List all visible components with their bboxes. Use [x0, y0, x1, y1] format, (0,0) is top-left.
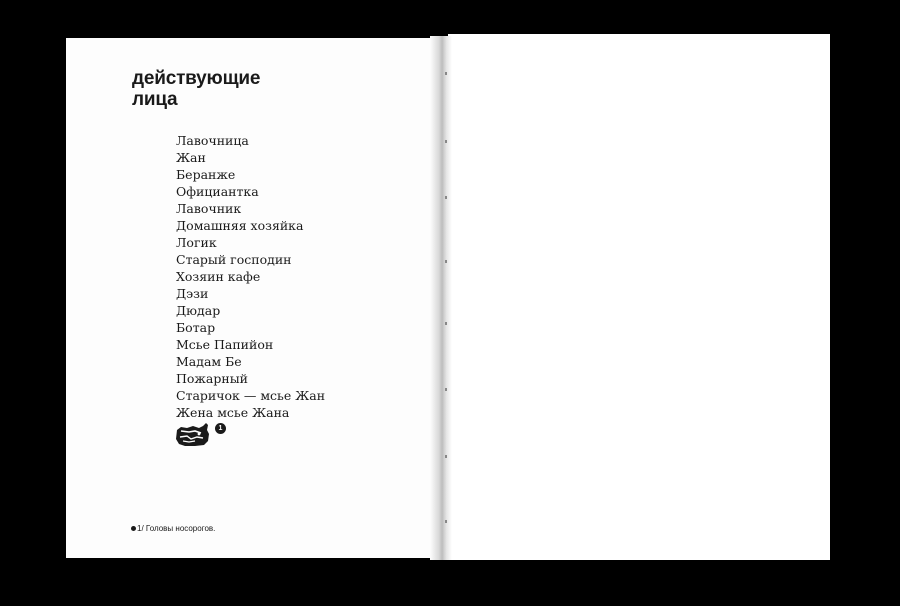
cast-item: Официантка [176, 184, 259, 199]
cast-item: Мадам Бе [176, 354, 242, 369]
cast-item: Беранже [176, 167, 236, 182]
binding-stitch [445, 196, 447, 199]
cast-item: Дюдар [176, 303, 221, 318]
cast-item: Старый господин [176, 252, 292, 267]
binding-stitch [445, 140, 447, 143]
cast-item: Логик [176, 235, 217, 250]
cast-item: Дэзи [176, 286, 209, 301]
right-page [448, 34, 830, 560]
book-gutter [430, 36, 452, 560]
cast-item: Ботар [176, 320, 216, 335]
binding-stitch [445, 388, 447, 391]
cast-item: Жан [176, 150, 206, 165]
binding-stitch [445, 72, 447, 75]
title-line-1: действующие [132, 68, 261, 89]
binding-stitch [445, 455, 447, 458]
binding-stitch [445, 520, 447, 523]
cast-item: Мсье Папийон [176, 337, 274, 352]
page-title [132, 68, 260, 110]
footnote-text: 1/ Головы носорогов. [137, 524, 216, 533]
footnote-marker: 1 [215, 423, 226, 434]
footnote [131, 524, 215, 533]
title-line-2: лица [132, 89, 178, 110]
rhino-head-icon [175, 422, 211, 448]
bullet-dot [131, 526, 136, 531]
cast-item: Хозяин кафе [176, 269, 261, 284]
binding-stitch [445, 322, 447, 325]
cast-item: Старичок — мсье Жан [176, 388, 326, 403]
cast-item: Лавочник [176, 201, 242, 216]
cast-list [176, 132, 325, 421]
cast-item: Пожарный [176, 371, 248, 386]
cast-item: Жена мсье Жана [176, 405, 290, 420]
cast-item: Домашняя хозяйка [176, 218, 304, 233]
binding-stitch [445, 260, 447, 263]
cast-item: Лавочница [176, 133, 249, 148]
